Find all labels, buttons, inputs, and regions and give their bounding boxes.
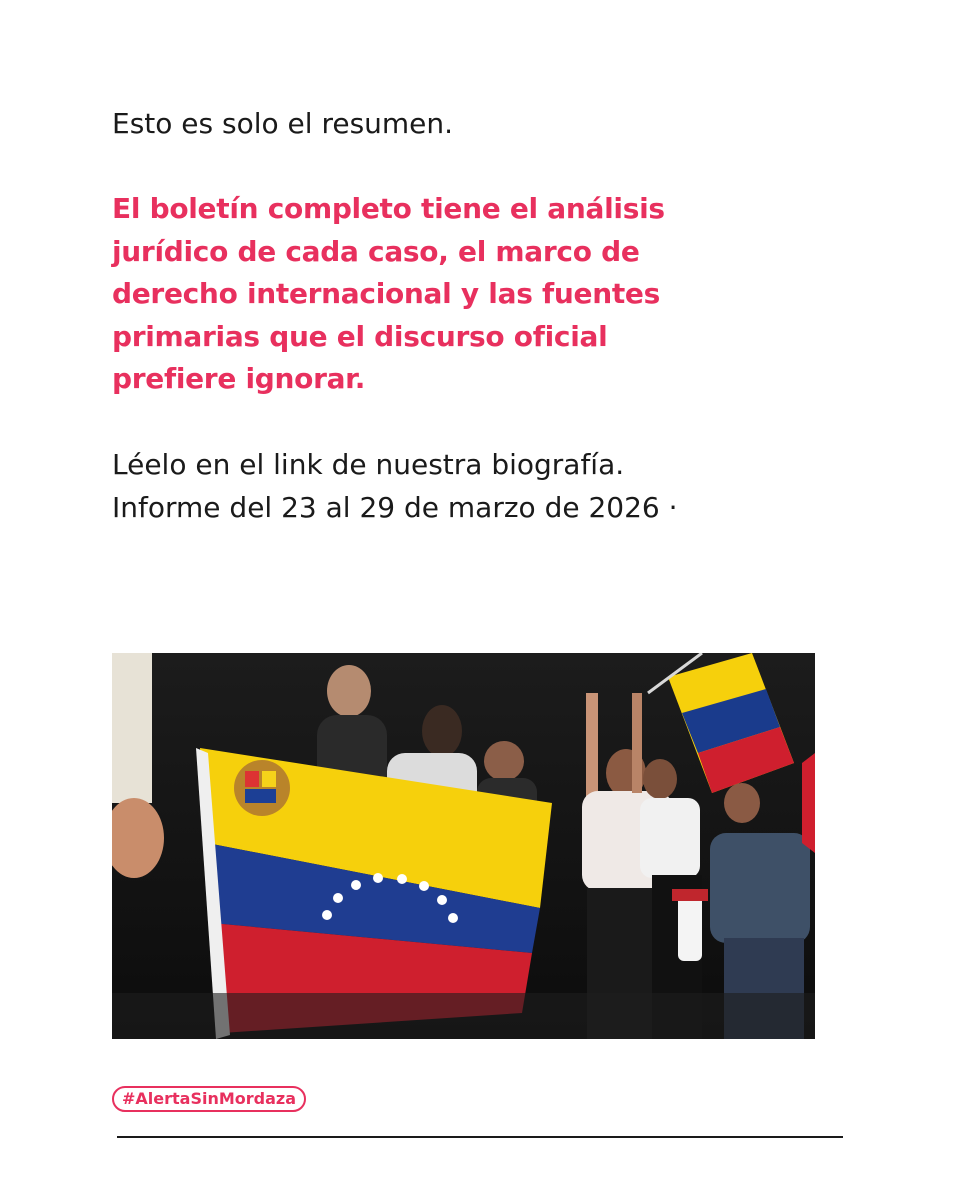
protest-photo bbox=[112, 653, 815, 1039]
highlight-text: El boletín completo tiene el análisis jurídico de cada caso, el marco de derecho internacional y las fuentes primarias que el discurso oficial prefiere ignorar. bbox=[112, 192, 665, 395]
intro-text: Esto es solo el resumen. bbox=[112, 107, 454, 140]
divider-line bbox=[117, 1136, 843, 1138]
cta-line-1: Léelo en el link de nuestra biografía. bbox=[112, 448, 625, 481]
cta-line-2: Informe del 23 al 29 de marzo de 2026 · bbox=[112, 491, 678, 524]
hashtag-badge[interactable]: #AlertaSinMordaza bbox=[112, 1086, 306, 1112]
cta-text bbox=[112, 443, 732, 529]
